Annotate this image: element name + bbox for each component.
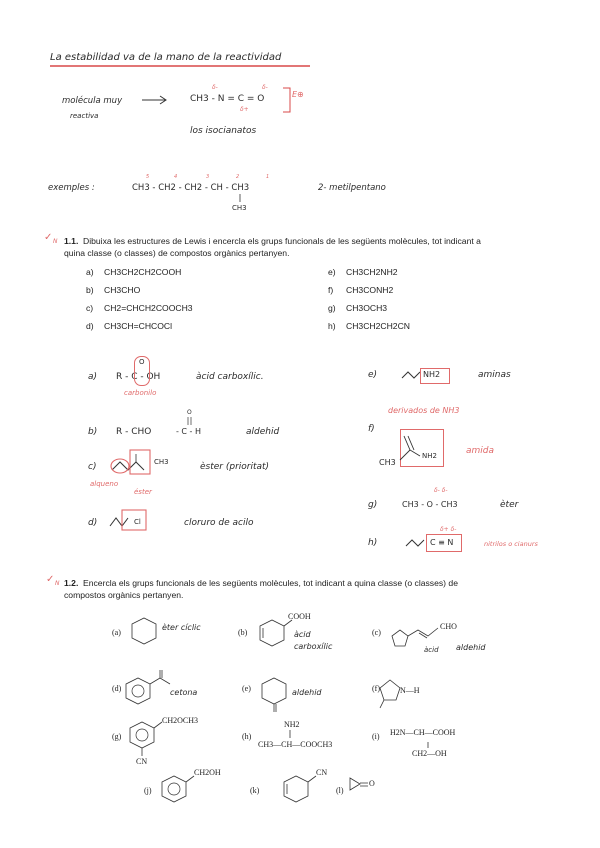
example-formula: CH3 - CH2 - CH2 - CH - CH3 [132, 183, 250, 193]
ex12-number: 1.2. [64, 578, 79, 588]
ex11-number: 1.1. [64, 236, 79, 246]
ex11-item-h-letter: h) [328, 321, 336, 331]
ex11-item-d-letter: d) [86, 321, 94, 331]
ans-f-nh2: NH2 [422, 452, 437, 460]
isocyanates-label: los isocianatos [190, 126, 257, 136]
ans-d-letter: d) [88, 518, 98, 528]
ans-h-delta: δ+ δ- [440, 526, 457, 533]
ans-h-red: nitrilos o cianurs [484, 540, 538, 548]
ex12-label-i: (i) [372, 732, 380, 741]
ans-e-class: aminas [478, 370, 511, 380]
ex12-label-j: (j) [144, 786, 152, 795]
ann-b1: àcid [294, 630, 311, 639]
example-name: 2- metilpentano [318, 183, 386, 193]
ex11-item-g-formula: CH3OCH3 [346, 303, 388, 313]
ex11-item-b-letter: b) [86, 285, 94, 295]
delta-o: δ- [262, 84, 268, 91]
ex12-label-d: (d) [112, 684, 122, 693]
delta-n: δ- [212, 84, 218, 91]
ex11-item-f-formula: CH3CONH2 [346, 285, 394, 295]
ex12-label-k: (k) [250, 786, 260, 795]
ex12-prompt-line1: Encercla els grups funcionals de les següents molècules, tot indicant a quina classe (o classes) de [83, 578, 458, 588]
ann-c1: àcid [424, 646, 439, 654]
ans-f-red: amida [466, 446, 495, 456]
ans-f-ch3: CH3 [379, 458, 396, 467]
ex11-prompt-line1: Dibuixa les estructures de Lewis i encercla els grups funcionals de les següents molècules, tot indicant a [83, 236, 481, 246]
ans-c-ch3: CH3 [154, 458, 169, 466]
ex12-label-g: (g) [112, 732, 122, 741]
ans-c-letter: c) [88, 462, 97, 472]
ans-a-oxygen: O [139, 358, 145, 366]
ans-d-cl: Cl [134, 518, 141, 526]
ex11-item-b-formula: CH3CHO [104, 285, 141, 295]
locant-4: 4 [174, 174, 178, 180]
ex12-label-f: (f) [372, 684, 380, 693]
ex12-l-sub: O [369, 779, 375, 788]
ex12-check: ✓ [46, 574, 55, 585]
ex12-label-l: (l) [336, 786, 344, 795]
ann-e: aldehid [292, 688, 322, 697]
locant-5: 5 [146, 174, 150, 180]
ex11-item-a-letter: a) [86, 267, 94, 277]
ans-c-red1: alqueno [90, 480, 119, 488]
ann-d: cetona [170, 688, 198, 697]
ans-c-red2: éster [134, 488, 152, 496]
ans-e-letter: e) [368, 370, 378, 380]
ex11-item-e-formula: CH3CH2NH2 [346, 267, 398, 277]
ann-a: èter cíclic [162, 623, 201, 632]
ex12-h-main: CH3—CH—COOCH3 [258, 740, 333, 749]
notes-title: La estabilidad va de la mano de la reactividad [50, 52, 282, 63]
locant-2: 2 [236, 174, 240, 180]
ex11-item-c-letter: c) [86, 303, 94, 313]
ex12-g-sub2: CN [136, 757, 148, 766]
ans-a-formula: R - C - OH [116, 372, 161, 382]
ans-g-class: èter [500, 500, 519, 510]
ans-g-letter: g) [368, 500, 378, 510]
ans-d-class: cloruro de acilo [184, 518, 254, 528]
delta-c: δ+ [240, 106, 249, 113]
ex12-h-top: NH2 [284, 720, 300, 729]
ex12-label-e: (e) [242, 684, 251, 693]
molecule-label-2: reactiva [70, 112, 99, 120]
ex11-check: ✓ [44, 232, 53, 243]
ex11-prompt-line2: quina classe (o classes) de compostos orgànics pertanyen. [64, 248, 290, 258]
ex11-item-g-letter: g) [328, 303, 336, 313]
ex12-label-b: (b) [238, 628, 248, 637]
ans-g-red: δ- δ- [434, 487, 448, 494]
ans-e-red: derivados de NH3 [388, 406, 460, 415]
ans-b-class: aldehid [246, 427, 280, 437]
ex12-prompt-line2: compostos orgànics pertanyen. [64, 590, 184, 600]
molecule-label-1: molécula muy [62, 96, 123, 106]
ex12-label-c: (c) [372, 628, 381, 637]
ans-e-nh2: NH2 [423, 370, 441, 379]
ans-b-formula: R - CHO [116, 427, 152, 437]
ex12-f-sub: N—H [400, 686, 420, 695]
ans-a-red: carbonilo [124, 389, 157, 397]
ans-b-group: - C - H [176, 427, 202, 436]
ex11-item-h-formula: CH3CH2CH2CN [346, 321, 410, 331]
ans-h-cn: C ≡ N [430, 538, 454, 547]
ann-c2: aldehid [456, 643, 486, 652]
ex12-k-sub: CN [316, 768, 328, 777]
ex11-item-e-letter: e) [328, 267, 336, 277]
ex11-item-d-formula: CH3CH=CHCOCl [104, 321, 173, 331]
locant-1: 1 [266, 174, 270, 180]
ans-h-letter: h) [368, 538, 378, 548]
ans-b-letter: b) [88, 427, 98, 437]
ans-a-class: àcid carboxílic. [196, 372, 264, 382]
isocyanate-formula: CH3 - N = C = O [190, 94, 265, 104]
example-branch: CH3 [232, 204, 247, 212]
examples-label: exemples : [48, 183, 95, 193]
ex11-page-mark: N [53, 238, 58, 245]
ex12-i-main: H2N—CH—COOH [390, 728, 456, 737]
ex12-g-sub: CH2OCH3 [162, 716, 199, 725]
electrophile-mark: E⊕ [292, 90, 304, 99]
ans-g-formula: CH3 - O - CH3 [402, 500, 458, 509]
ex12-i-sub: CH2—OH [412, 749, 447, 758]
ex12-label-h: (h) [242, 732, 252, 741]
ex12-b-sub: COOH [288, 612, 311, 621]
ex12-page-mark: N [55, 580, 60, 587]
locant-3: 3 [206, 174, 210, 180]
ann-b2: carboxílic [294, 642, 333, 651]
ex11-item-c-formula: CH2=CHCH2COOCH3 [104, 303, 193, 313]
ex12-label-a: (a) [112, 628, 121, 637]
ans-a-letter: a) [88, 372, 98, 382]
ex12-c-sub: CHO [440, 622, 457, 631]
ans-b-oxygen: O [187, 409, 192, 416]
ex11-item-f-letter: f) [328, 285, 334, 295]
ans-c-class: èster (prioritat) [200, 462, 270, 472]
ans-f-letter: f) [368, 424, 375, 434]
ex11-item-a-formula: CH3CH2CH2COOH [104, 267, 182, 277]
ex12-j-sub: CH2OH [194, 768, 221, 777]
